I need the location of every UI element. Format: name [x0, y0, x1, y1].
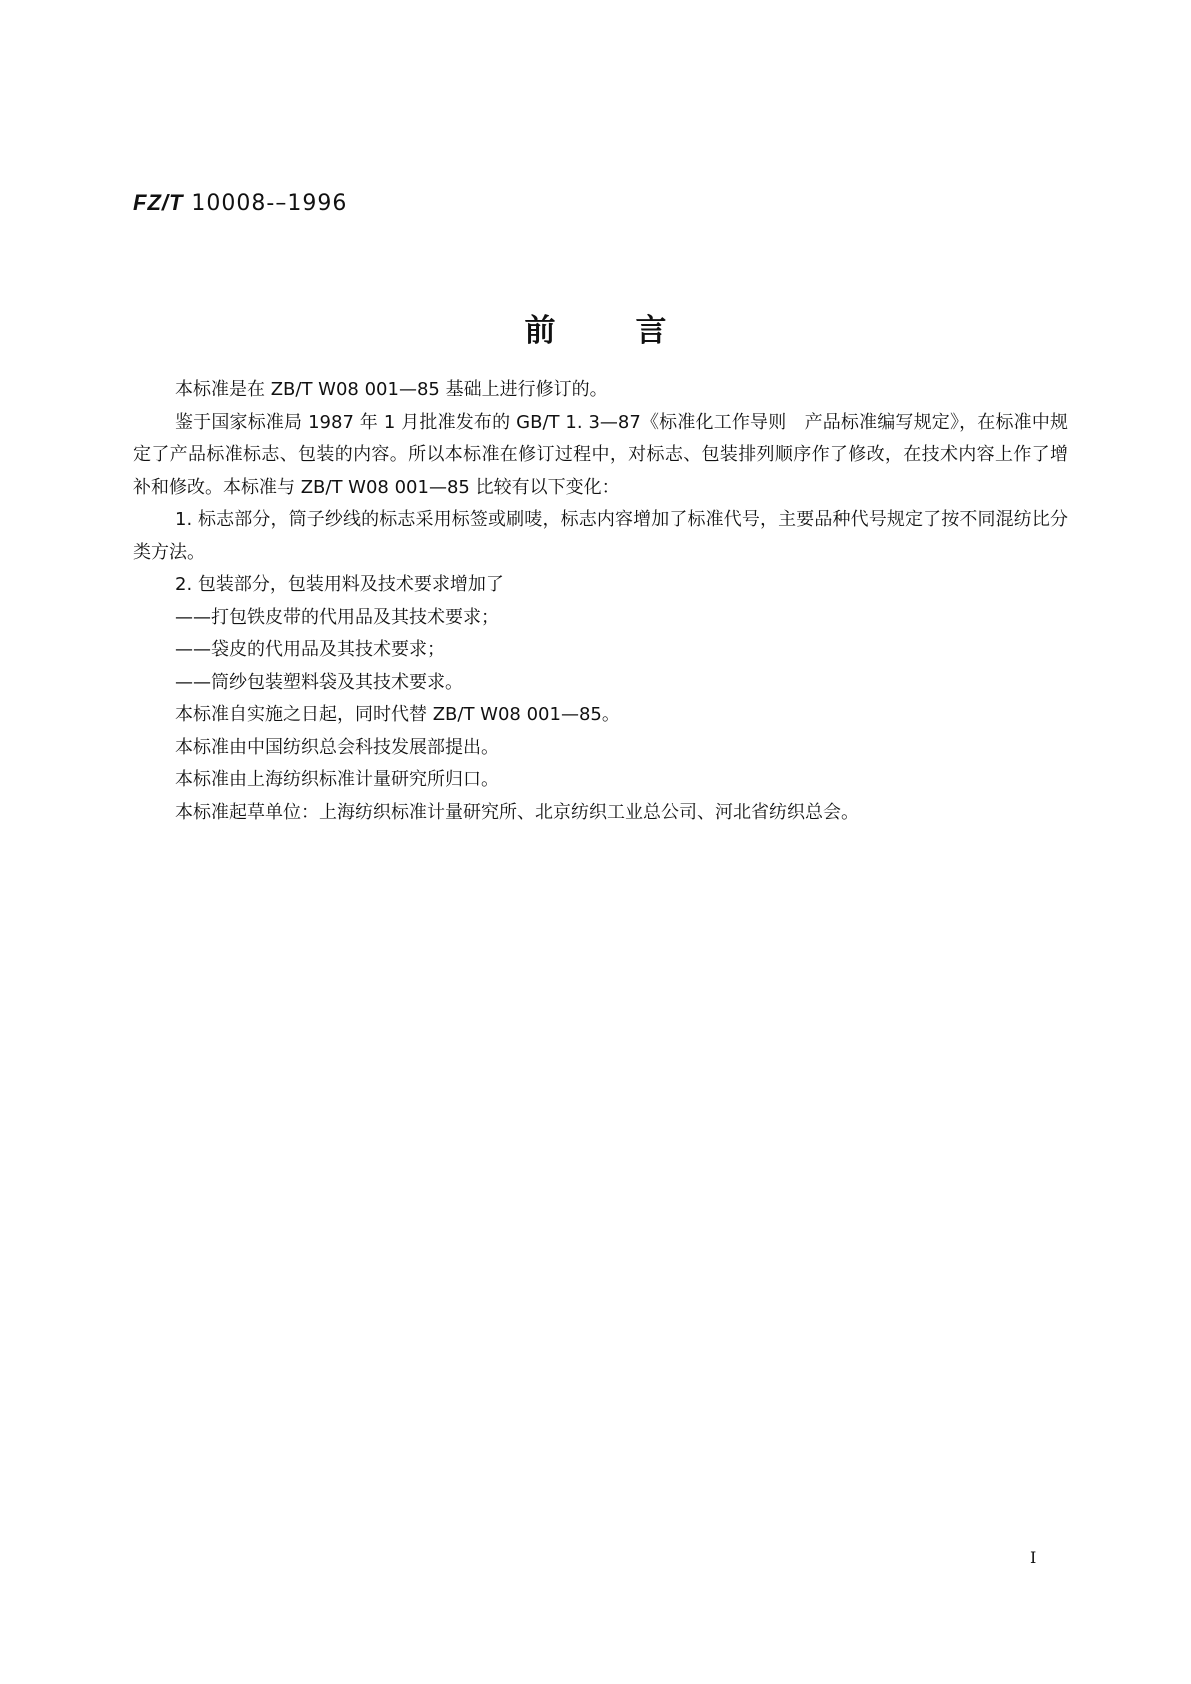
- page-title: 前言: [524, 313, 747, 349]
- page-number: I: [1030, 1548, 1037, 1567]
- paragraph-revision-basis: 本标准是在 ZB/T W08 001—85 基础上进行修订的。: [175, 379, 608, 400]
- foreword-body: [133, 374, 1068, 829]
- dash-item: ——筒纱包装塑料袋及其技术要求。: [175, 671, 463, 693]
- dash-item: ——袋皮的代用品及其技术要求；: [175, 639, 445, 660]
- paragraph-replacement: 本标准自实施之日起，同时代替 ZB/T W08 001—85。: [175, 704, 620, 725]
- paragraph-background: 鉴于国家标准局 1987 年 1 月批准发布的 GB/T 1. 3—87《标准化工作导则 产品标准编写规定》，在标准中规定了产品标准标志、包装的内容。所以本标准在修订过程中，对标志、包装排列顺序作了修改，在技术内容上作了增补和修改。本标准与 ZB/T W08 001—85 比较有以下变化：: [133, 411, 1068, 498]
- dash-item: ——打包铁皮带的代用品及其技术要求；: [175, 606, 499, 628]
- standard-code-prefix: FZ/T: [133, 190, 184, 215]
- paragraph-responsible: 本标准由上海纺织标准计量研究所归口。: [175, 769, 499, 790]
- standard-code: [133, 190, 347, 216]
- standard-code-number: 10008-–1996: [183, 191, 348, 216]
- paragraph-change-1: 1. 标志部分，筒子纱线的标志采用标签或刷唛，标志内容增加了标准代号，主要品种代号规定了按不同混纺比分类方法。: [133, 509, 1068, 563]
- paragraph-change-2: 2. 包装部分，包装用料及技术要求增加了: [175, 574, 504, 595]
- paragraph-proposer: 本标准由中国纺织总会科技发展部提出。: [175, 736, 499, 758]
- paragraph-drafting-units: 本标准起草单位：上海纺织标准计量研究所、北京纺织工业总公司、河北省纺织总会。: [175, 801, 859, 823]
